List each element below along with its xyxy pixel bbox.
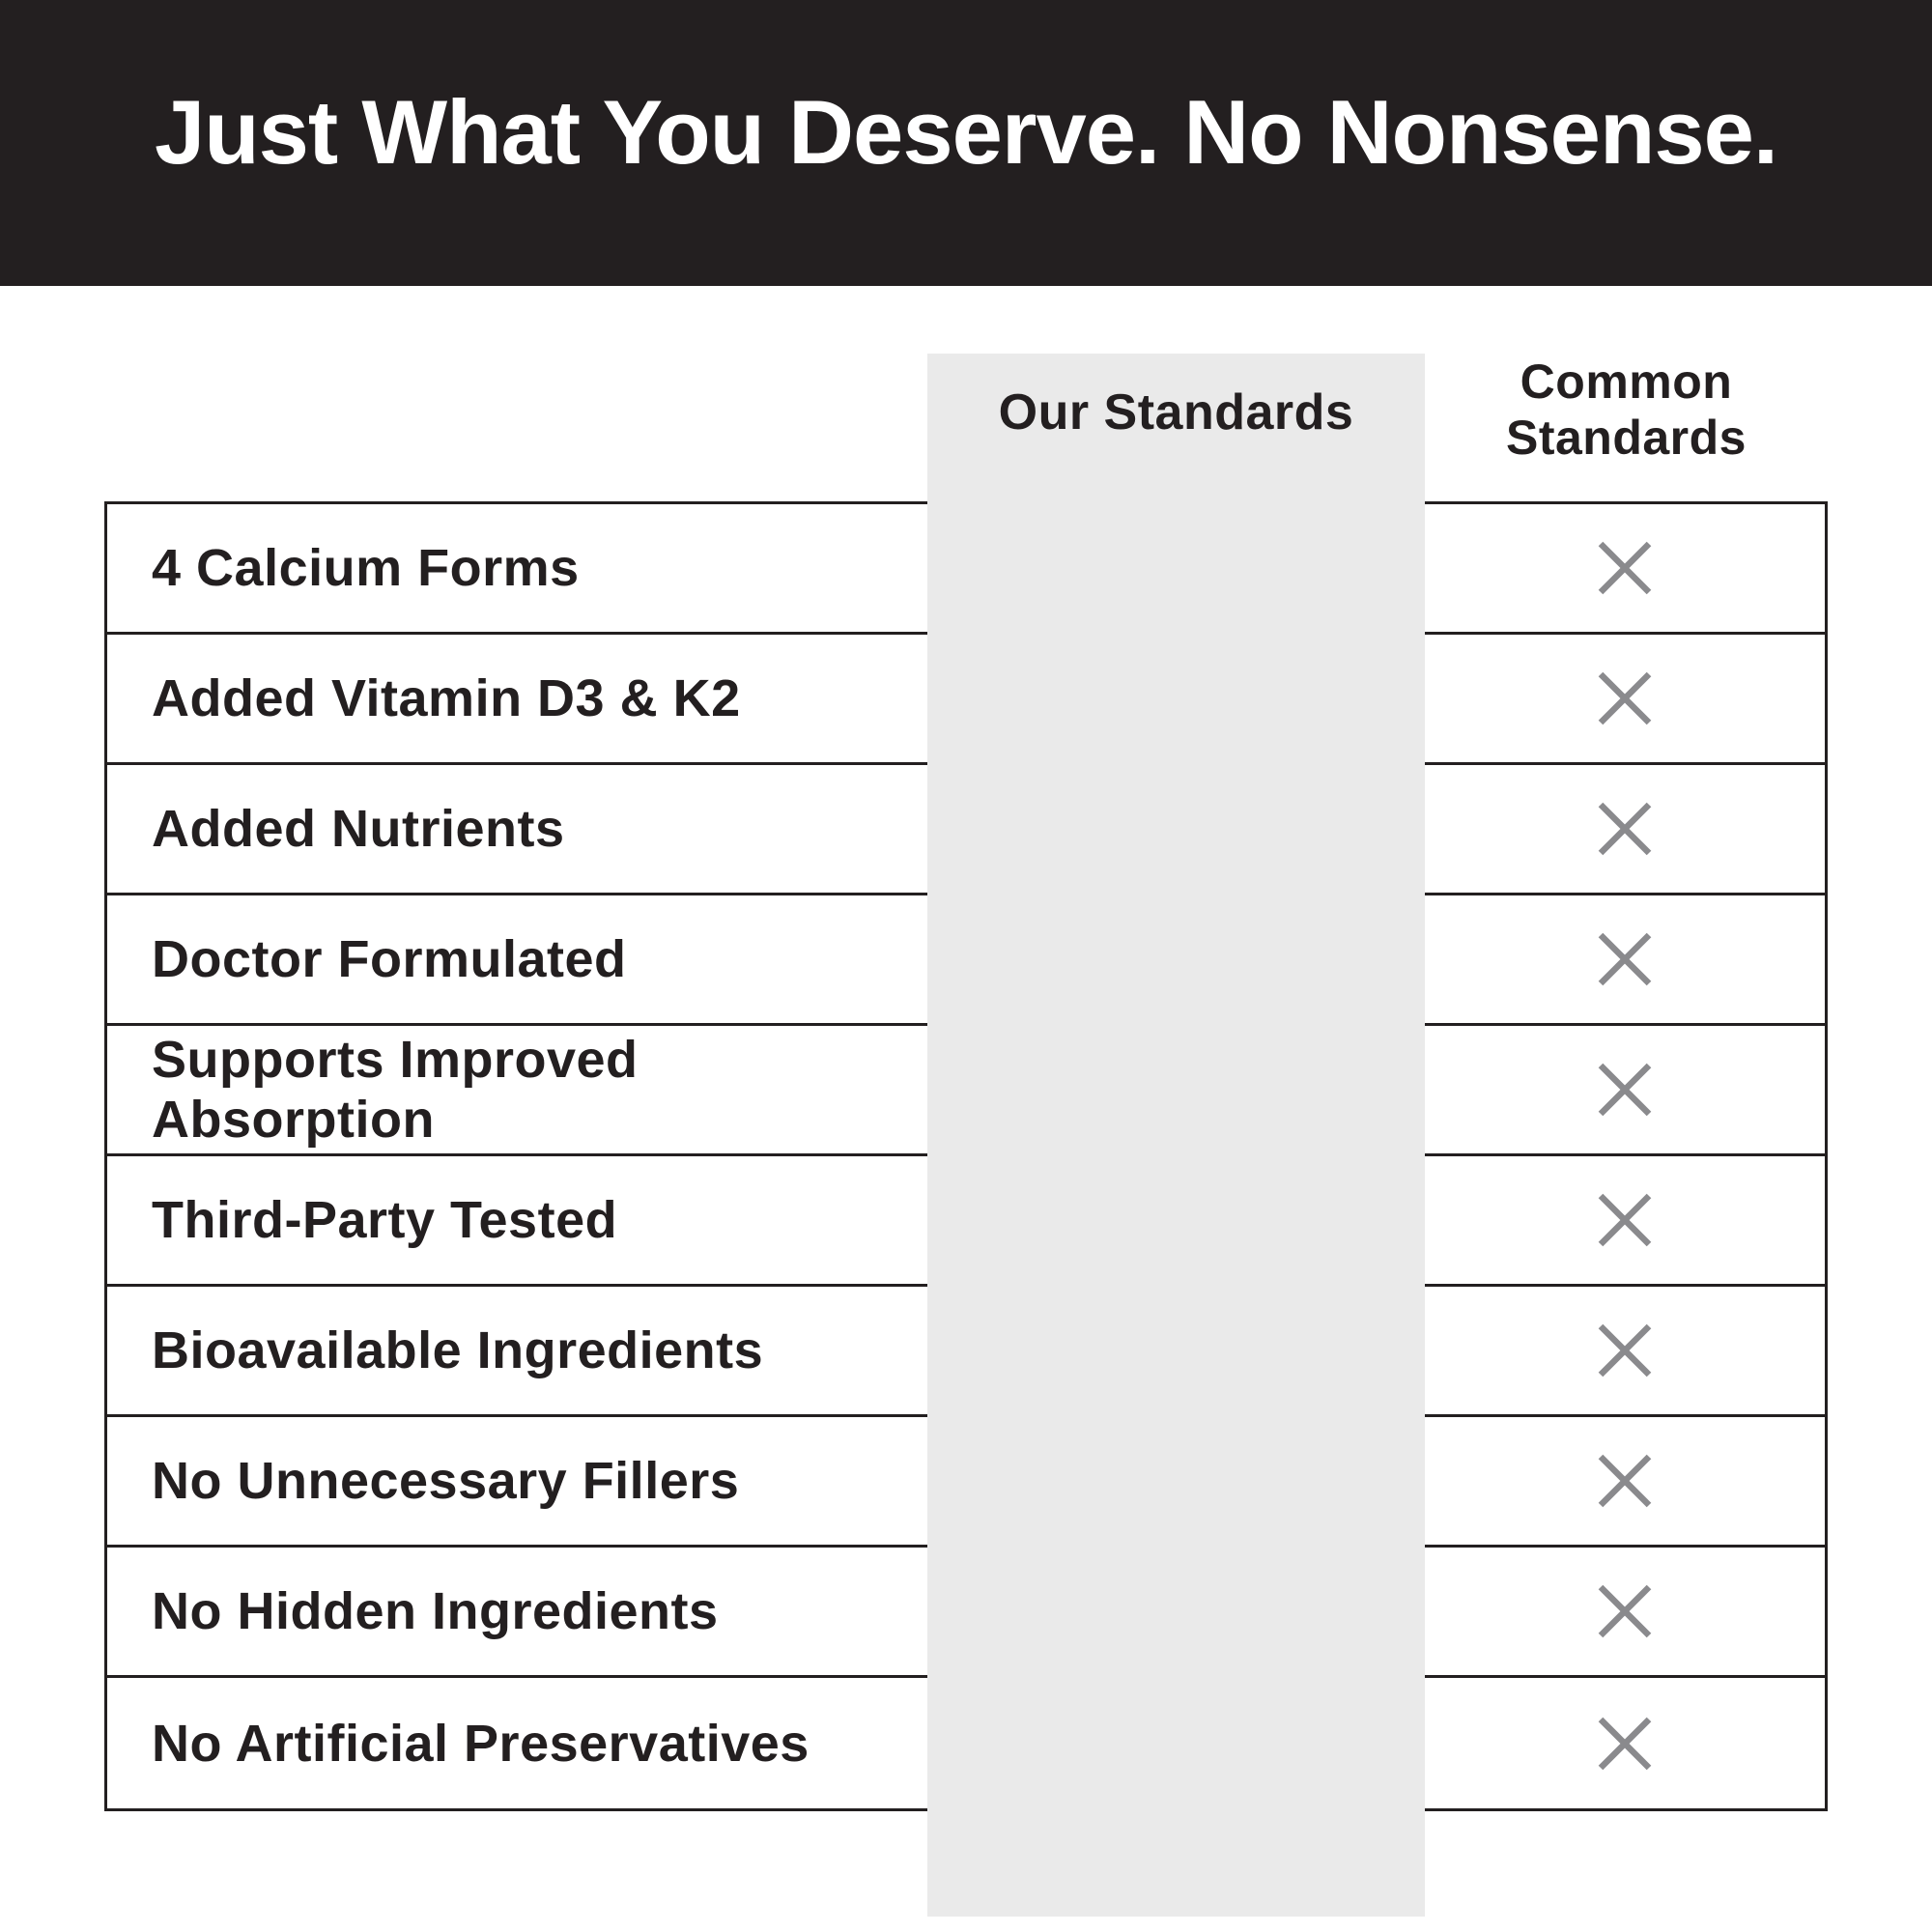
header-banner [0, 0, 1932, 286]
x-icon [1596, 1191, 1654, 1249]
column-header-our-standards: Our Standards [998, 384, 1354, 440]
feature-label: No Hidden Ingredients [152, 1582, 719, 1640]
feature-label: No Artificial Preservatives [152, 1714, 810, 1773]
column-header-common-standards: Common Standards [1505, 355, 1747, 465]
feature-label: Third-Party Tested [152, 1191, 618, 1249]
x-icon [1596, 669, 1654, 727]
feature-label: Bioavailable Ingredients [152, 1321, 764, 1379]
page-title: Just What You Deserve. No Nonsense. [154, 81, 1778, 183]
x-icon [1596, 1452, 1654, 1510]
x-icon [1596, 1321, 1654, 1379]
feature-label: Added Nutrients [152, 800, 565, 858]
x-icon [1596, 539, 1654, 597]
x-icon [1596, 800, 1654, 858]
our-standards-highlight-band [927, 354, 1425, 1917]
x-icon [1596, 1061, 1654, 1119]
feature-label: Added Vitamin D3 & K2 [152, 669, 741, 727]
x-icon [1596, 1582, 1654, 1640]
feature-label: 4 Calcium Forms [152, 539, 580, 597]
feature-label: Doctor Formulated [152, 930, 627, 988]
feature-label: Supports Improved Absorption [152, 1031, 639, 1149]
x-icon [1596, 930, 1654, 988]
feature-label: No Unnecessary Fillers [152, 1452, 740, 1510]
x-icon [1596, 1715, 1654, 1773]
